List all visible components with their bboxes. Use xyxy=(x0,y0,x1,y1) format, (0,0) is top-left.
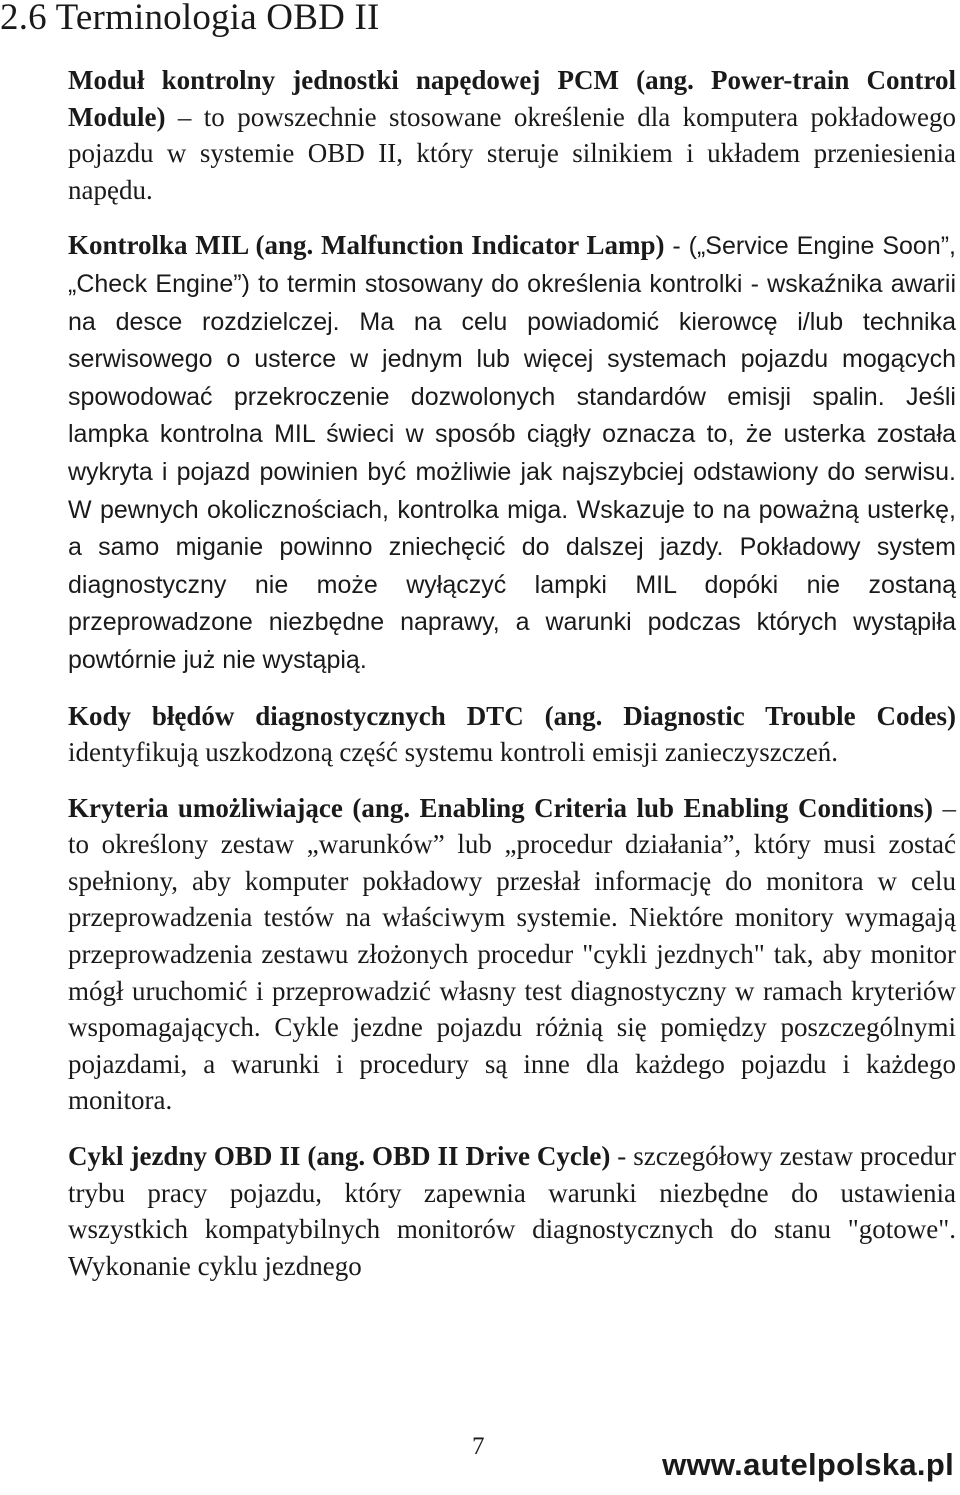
term-dtc: Kody błędów diagnostycznych DTC (ang. Diagnostic Trouble Codes) xyxy=(68,700,956,731)
definition-drive-cycle: - szczegółowy zestaw procedur trybu pracy pojazdu, który zapewnia warunki niezbędne do ustawienia wszystkich kompatybilnych monitorów diagnostycznych do stanu "gotowe". Wykonanie cyklu jezdnego xyxy=(68,1141,956,1281)
paragraph-dtc xyxy=(68,698,956,771)
definition-dtc: identyfikują uszkodzoną część systemu kontroli emisji zanieczyszczeń. xyxy=(68,737,838,768)
paragraph-pcm xyxy=(68,62,956,208)
footer-website-url: www.autelpolska.pl xyxy=(662,1447,954,1482)
paragraph-drive-cycle xyxy=(68,1138,956,1284)
document-body xyxy=(68,62,956,1284)
definition-pcm: – to powszechnie stosowane określenie dla komputera pokładowego pojazdu w systemie OBD II, który steruje silnikiem i układem przeniesienia napędu. xyxy=(68,101,956,205)
paragraph-mil xyxy=(68,227,956,678)
paragraph-enabling-criteria xyxy=(68,790,956,1119)
definition-enabling-criteria: – to określony zestaw „warunków” lub „procedur działania”, który musi zostać spełniony, aby komputer pokładowy przesłał informację do monitora w celu przeprowadzenia testów na właściwym systemie. Niektóre monitory wymagają przeprowadzenia zestawu złożonych procedur "cykli jezdnych" tak, aby monitor mógł uruchomić i przeprowadzić własny test diagnostyczny w ramach kryteriów wspomagających. Cykle jezdne pojazdu różnią się pomiędzy poszczególnymi pojazdami, a warunki i procedury są inne dla każdego pojazdu i każdego monitora. xyxy=(68,792,957,1116)
page-number: 7 xyxy=(472,1433,485,1460)
term-pcm: Moduł kontrolny jednostki napędowej PCM (ang. Power-train Control Module) xyxy=(68,65,956,132)
term-mil: Kontrolka MIL (ang. Malfunction Indicator Lamp) xyxy=(68,230,665,261)
term-enabling-criteria: Kryteria umożliwiające (ang. Enabling Criteria lub Enabling Conditions) xyxy=(68,792,934,823)
term-drive-cycle: Cykl jezdny OBD II (ang. OBD II Drive Cycle) xyxy=(68,1141,611,1172)
definition-mil: - („Service Engine Soon”, „Check Engine”) to termin stosowany do określenia kontrolki - wskaźnika awarii na desce rozdzielczej. Ma na celu powiadomić kierowcę i/lub technika serwisowego o usterce w jednym lub więcej systemach pojazdu mogących spowodować przekroczenie dozwolonych standardów emisji spalin. Jeśli lampka kontrolna MIL świeci w sposób ciągły oznacza to, że usterka została wykryta i pojazd powinien być możliwie jak najszybciej odstawiony do serwisu. W pewnych okolicznościach, kontrolka miga. Wskazuje to na poważną usterkę, a samo miganie powinno zniechęcić do dalszej jazdy. Pokładowy system diagnostyczny nie może wyłączyć lampki MIL dopóki nie zostaną przeprowadzone niezbędne naprawy, a warunki podczas których wystąpiła powtórnie już nie wystąpią. xyxy=(68,232,957,674)
section-heading: 2.6 Terminologia OBD II xyxy=(0,0,380,38)
